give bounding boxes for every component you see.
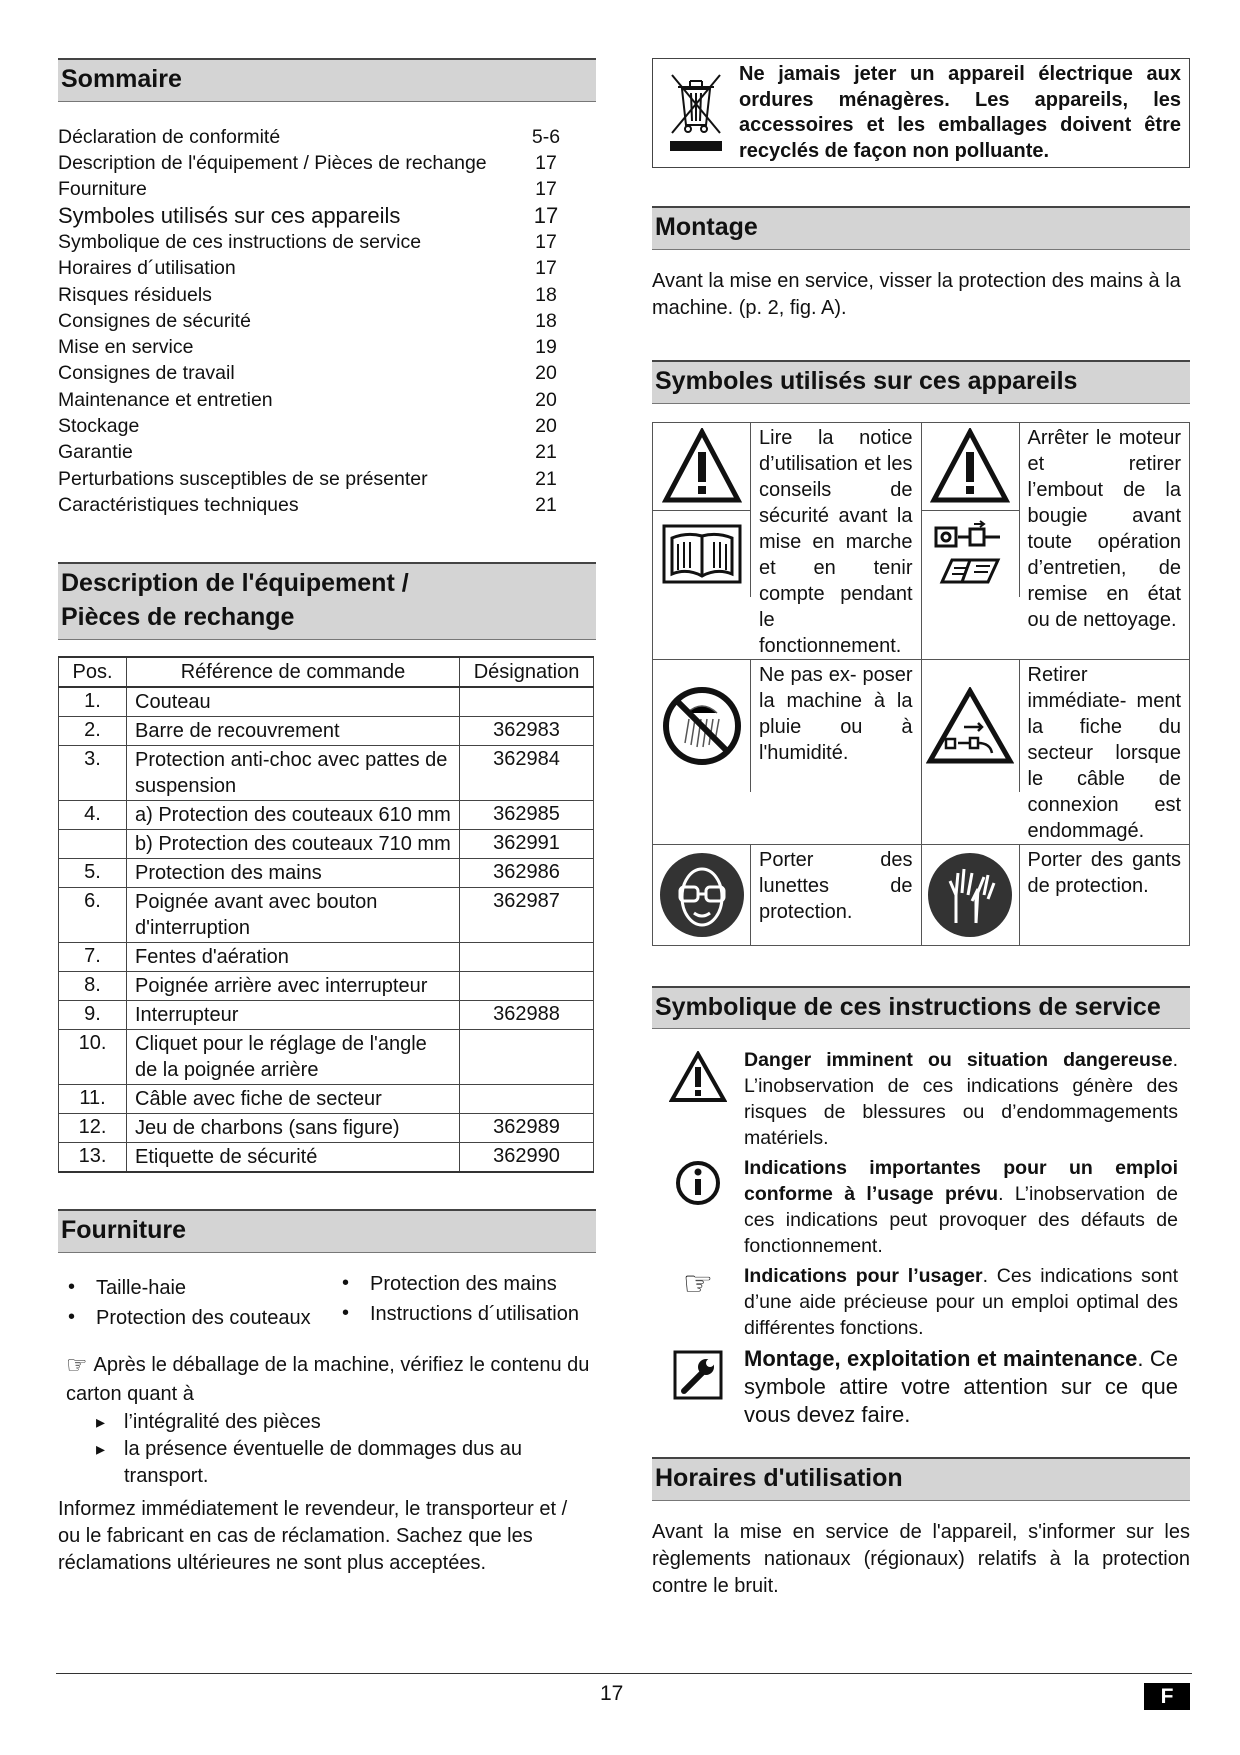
symbolique-list (652, 1047, 1190, 1429)
cell-pos: 11. (59, 1085, 127, 1114)
cell-des: 362986 (460, 859, 594, 888)
toc-item (58, 360, 596, 386)
toc-page: 19 (535, 336, 557, 359)
recycling-notice: Ne jamais jeter un appareil électrique aux ordures ménagères. Les appareils, les accessoires et les emballages doivent être recyclés de façon non polluante. (652, 58, 1190, 168)
cell-ref: Câble avec fiche de secteur (127, 1085, 460, 1114)
toc-page: 21 (535, 467, 557, 490)
symbols-table: Lire la notice d’utilisation et les conseils de sécurité avant la mise en marche et en tenir compte pendant le fonctionnement. Arrêter le moteur et retirer l’embout de la bougie avant toute opération d’entretien, de remise en état ou de nettoyage. Ne pas ex- poser la machine à la pluie ou à l'humidité. Retirer immédiate- ment la fiche du secteur lorsque le câble de connexion est endommagé. Porter des lunettes de protection. Porter des gants de protection. (652, 422, 1190, 946)
list-item: Indications importantes pour un emploi conforme à l’usage prévu. L’inobservation de ces indications peut provoquer des défauts de fonctionnement. (652, 1155, 1190, 1259)
cell-pos (59, 830, 127, 859)
cell-des (460, 1085, 594, 1114)
toc-item (58, 124, 596, 150)
cell-ref: Etiquette de sécurité (127, 1143, 460, 1173)
cell-ref: Jeu de charbons (sans figure) (127, 1114, 460, 1143)
symboles-heading: Symboles utilisés sur ces appareils (652, 360, 1190, 404)
toc-page: 20 (535, 362, 557, 385)
cell-ref: Poignée arrière avec interrupteur (127, 972, 460, 1001)
no-rain-icon (653, 660, 751, 792)
table-row (59, 687, 594, 717)
cell-ref: Poignée avant avec bouton d'interruption (127, 888, 460, 943)
table-row (59, 1030, 594, 1085)
toc-page: 18 (535, 309, 557, 332)
fourniture-list (58, 1273, 596, 1333)
pointing-hand-icon: ☞ (66, 1351, 88, 1379)
toc-item (58, 492, 596, 518)
cell-pos: 10. (59, 1030, 127, 1085)
toc-label: Déclaration de conformité (58, 125, 281, 148)
cell-ref: Barre de recouvrement (127, 717, 460, 746)
cell-des: 362984 (460, 746, 594, 801)
table-row (59, 801, 594, 830)
col-des-header: Désignation (460, 657, 594, 687)
toc-page: 17 (535, 257, 557, 280)
cell-des: 362988 (460, 1001, 594, 1030)
cell-ref: Protection anti-choc avec pattes de suspension (127, 746, 460, 801)
table-row (59, 1001, 594, 1030)
spark-plug-manual-icon (922, 511, 1020, 597)
horaires-heading: Horaires d'utilisation (652, 1457, 1190, 1501)
cell-ref: Interrupteur (127, 1001, 460, 1030)
toc-item (58, 150, 596, 176)
toc-label: Risques résiduels (58, 283, 212, 306)
parts-table (58, 656, 594, 1173)
toc-label: Symbolique de ces instructions de service (58, 230, 422, 253)
list-item: • Protection des couteaux (68, 1303, 342, 1333)
table-row (59, 943, 594, 972)
toc-page: 17 (535, 178, 557, 201)
cell-pos: 13. (59, 1143, 127, 1173)
toc-label: Stockage (58, 415, 140, 438)
unplug-warning-icon (922, 660, 1020, 792)
warning-triangle-icon (653, 423, 751, 511)
list-item: • Taille-haie (68, 1273, 342, 1303)
horaires-text: Avant la mise en service de l'appareil, s'informer sur les règlements nationaux (régionaux) relatifs à la protection contre le bruit. (652, 1521, 1190, 1597)
cell-des: 362990 (460, 1143, 594, 1173)
cell-pos: 6. (59, 888, 127, 943)
cell-pos: 5. (59, 859, 127, 888)
toc-page: 21 (535, 493, 557, 516)
cell-ref: Protection des mains (127, 859, 460, 888)
table-row (59, 746, 594, 801)
toc-label: Maintenance et entretien (58, 388, 273, 411)
wrench-icon (652, 1345, 744, 1429)
montage-heading: Montage (652, 206, 1190, 250)
table-row (59, 972, 594, 1001)
right-column (652, 58, 1190, 1600)
toc-item (58, 255, 596, 281)
cell-pos: 7. (59, 943, 127, 972)
toc-item (58, 334, 596, 360)
crossed-bin-icon (653, 59, 739, 167)
toc-item (58, 176, 596, 202)
description-heading: Description de l'équipement / Pièces de rechange (58, 562, 596, 640)
toc-item (58, 282, 596, 308)
reclamation-text: Informez immédiatement le revendeur, le transporteur et / ou le fabricant en cas de réclamation. Sachez que les réclamations ultérieures ne sont plus acceptées. (58, 1497, 568, 1574)
cell-pos: 2. (59, 717, 127, 746)
toc-item (58, 439, 596, 465)
left-column (58, 58, 596, 1577)
info-icon (652, 1155, 744, 1259)
toc-label: Consignes de sécurité (58, 309, 251, 332)
table-row (59, 859, 594, 888)
toc-label: Horaires d´utilisation (58, 257, 236, 280)
col-ref-header: Référence de commande (127, 657, 460, 687)
pointing-hand-icon: ☞ (682, 1265, 714, 1304)
cell-ref: Couteau (127, 687, 460, 717)
cell-des (460, 972, 594, 1001)
toc-page: 17 (533, 202, 559, 228)
check-list (58, 1409, 596, 1490)
safety-goggles-icon (653, 845, 751, 945)
cell-des: 362991 (460, 830, 594, 859)
toc-page: 5-6 (531, 125, 561, 148)
toc-label: Description de l'équipement / Pièces de rechange (58, 152, 487, 175)
list-item: • Protection des mains (342, 1269, 579, 1299)
toc-item (58, 203, 596, 229)
table-of-contents (58, 124, 596, 518)
list-item: ☞ Indications pour l’usager. Ces indications sont d’une aide précieuse pour un emploi optimal des différentes fonctions. (652, 1263, 1190, 1341)
toc-page: 17 (535, 152, 557, 175)
footer-rule (56, 1673, 1192, 1674)
cell-ref: Cliquet pour le réglage de l'angle de la poignée arrière (127, 1030, 460, 1085)
table-row (59, 1114, 594, 1143)
toc-label: Consignes de travail (58, 362, 235, 385)
cell-des: 362987 (460, 888, 594, 943)
toc-page: 20 (535, 415, 557, 438)
danger-triangle-icon (652, 1047, 744, 1151)
toc-label: Garantie (58, 441, 133, 464)
toc-item (58, 229, 596, 255)
toc-page: 20 (535, 388, 557, 411)
language-badge: F (1144, 1683, 1190, 1710)
toc-label: Perturbations susceptibles de se présenter (58, 467, 428, 490)
list-item: Danger imminent ou situation dangereuse. L’inobservation de ces indications génère des risques de blessures ou d’endommagements matériels. (652, 1047, 1190, 1151)
cell-des (460, 943, 594, 972)
cell-ref: Fentes d'aération (127, 943, 460, 972)
table-row (59, 888, 594, 943)
toc-label: Symboles utilisés sur ces appareils (58, 202, 401, 228)
cell-pos: 9. (59, 1001, 127, 1030)
fourniture-heading: Fourniture (58, 1209, 596, 1253)
list-item: ▸ la présence éventuelle de dommages dus au transport. (96, 1436, 596, 1490)
open-book-icon (653, 511, 751, 597)
toc-label: Mise en service (58, 336, 194, 359)
list-item: Montage, exploitation et maintenance. Ce symbole attire votre attention sur ce que vous devez faire. (652, 1345, 1190, 1429)
cell-pos: 1. (59, 687, 127, 717)
table-row (59, 717, 594, 746)
toc-page: 17 (535, 230, 557, 253)
toc-label: Caractéristiques techniques (58, 493, 299, 516)
cell-ref: b) Protection des couteaux 710 mm (127, 830, 460, 859)
cell-pos: 3. (59, 746, 127, 801)
toc-page: 18 (535, 283, 557, 306)
toc-item (58, 387, 596, 413)
page-number: 17 (600, 1682, 624, 1705)
cell-des (460, 687, 594, 717)
protective-gloves-icon (922, 845, 1020, 945)
montage-text: Avant la mise en service, visser la protection des mains à la machine. (p. 2, fig. A). (652, 269, 1181, 319)
unpacking-note: ☞ Après le déballage de la machine, vérifiez le contenu du carton quant à (66, 1351, 590, 1405)
cell-ref: a) Protection des couteaux 610 mm (127, 801, 460, 830)
col-pos-header: Pos. (59, 657, 127, 687)
warning-triangle-icon (922, 423, 1020, 511)
cell-des: 362983 (460, 717, 594, 746)
toc-item (58, 466, 596, 492)
cell-des: 362985 (460, 801, 594, 830)
table-row (59, 1085, 594, 1114)
sommaire-heading: Sommaire (58, 58, 596, 102)
cell-des (460, 1030, 594, 1085)
table-row (59, 1143, 594, 1173)
symbolique-heading: Symbolique de ces instructions de service (652, 986, 1190, 1030)
cell-pos: 12. (59, 1114, 127, 1143)
list-item: • Instructions d´utilisation (342, 1299, 579, 1329)
table-row (59, 830, 594, 859)
toc-item (58, 308, 596, 334)
cell-pos: 8. (59, 972, 127, 1001)
toc-label: Fourniture (58, 178, 147, 201)
toc-item (58, 413, 596, 439)
list-item: ▸ l’intégralité des pièces (96, 1409, 596, 1436)
cell-des: 362989 (460, 1114, 594, 1143)
toc-page: 21 (535, 441, 557, 464)
cell-pos: 4. (59, 801, 127, 830)
